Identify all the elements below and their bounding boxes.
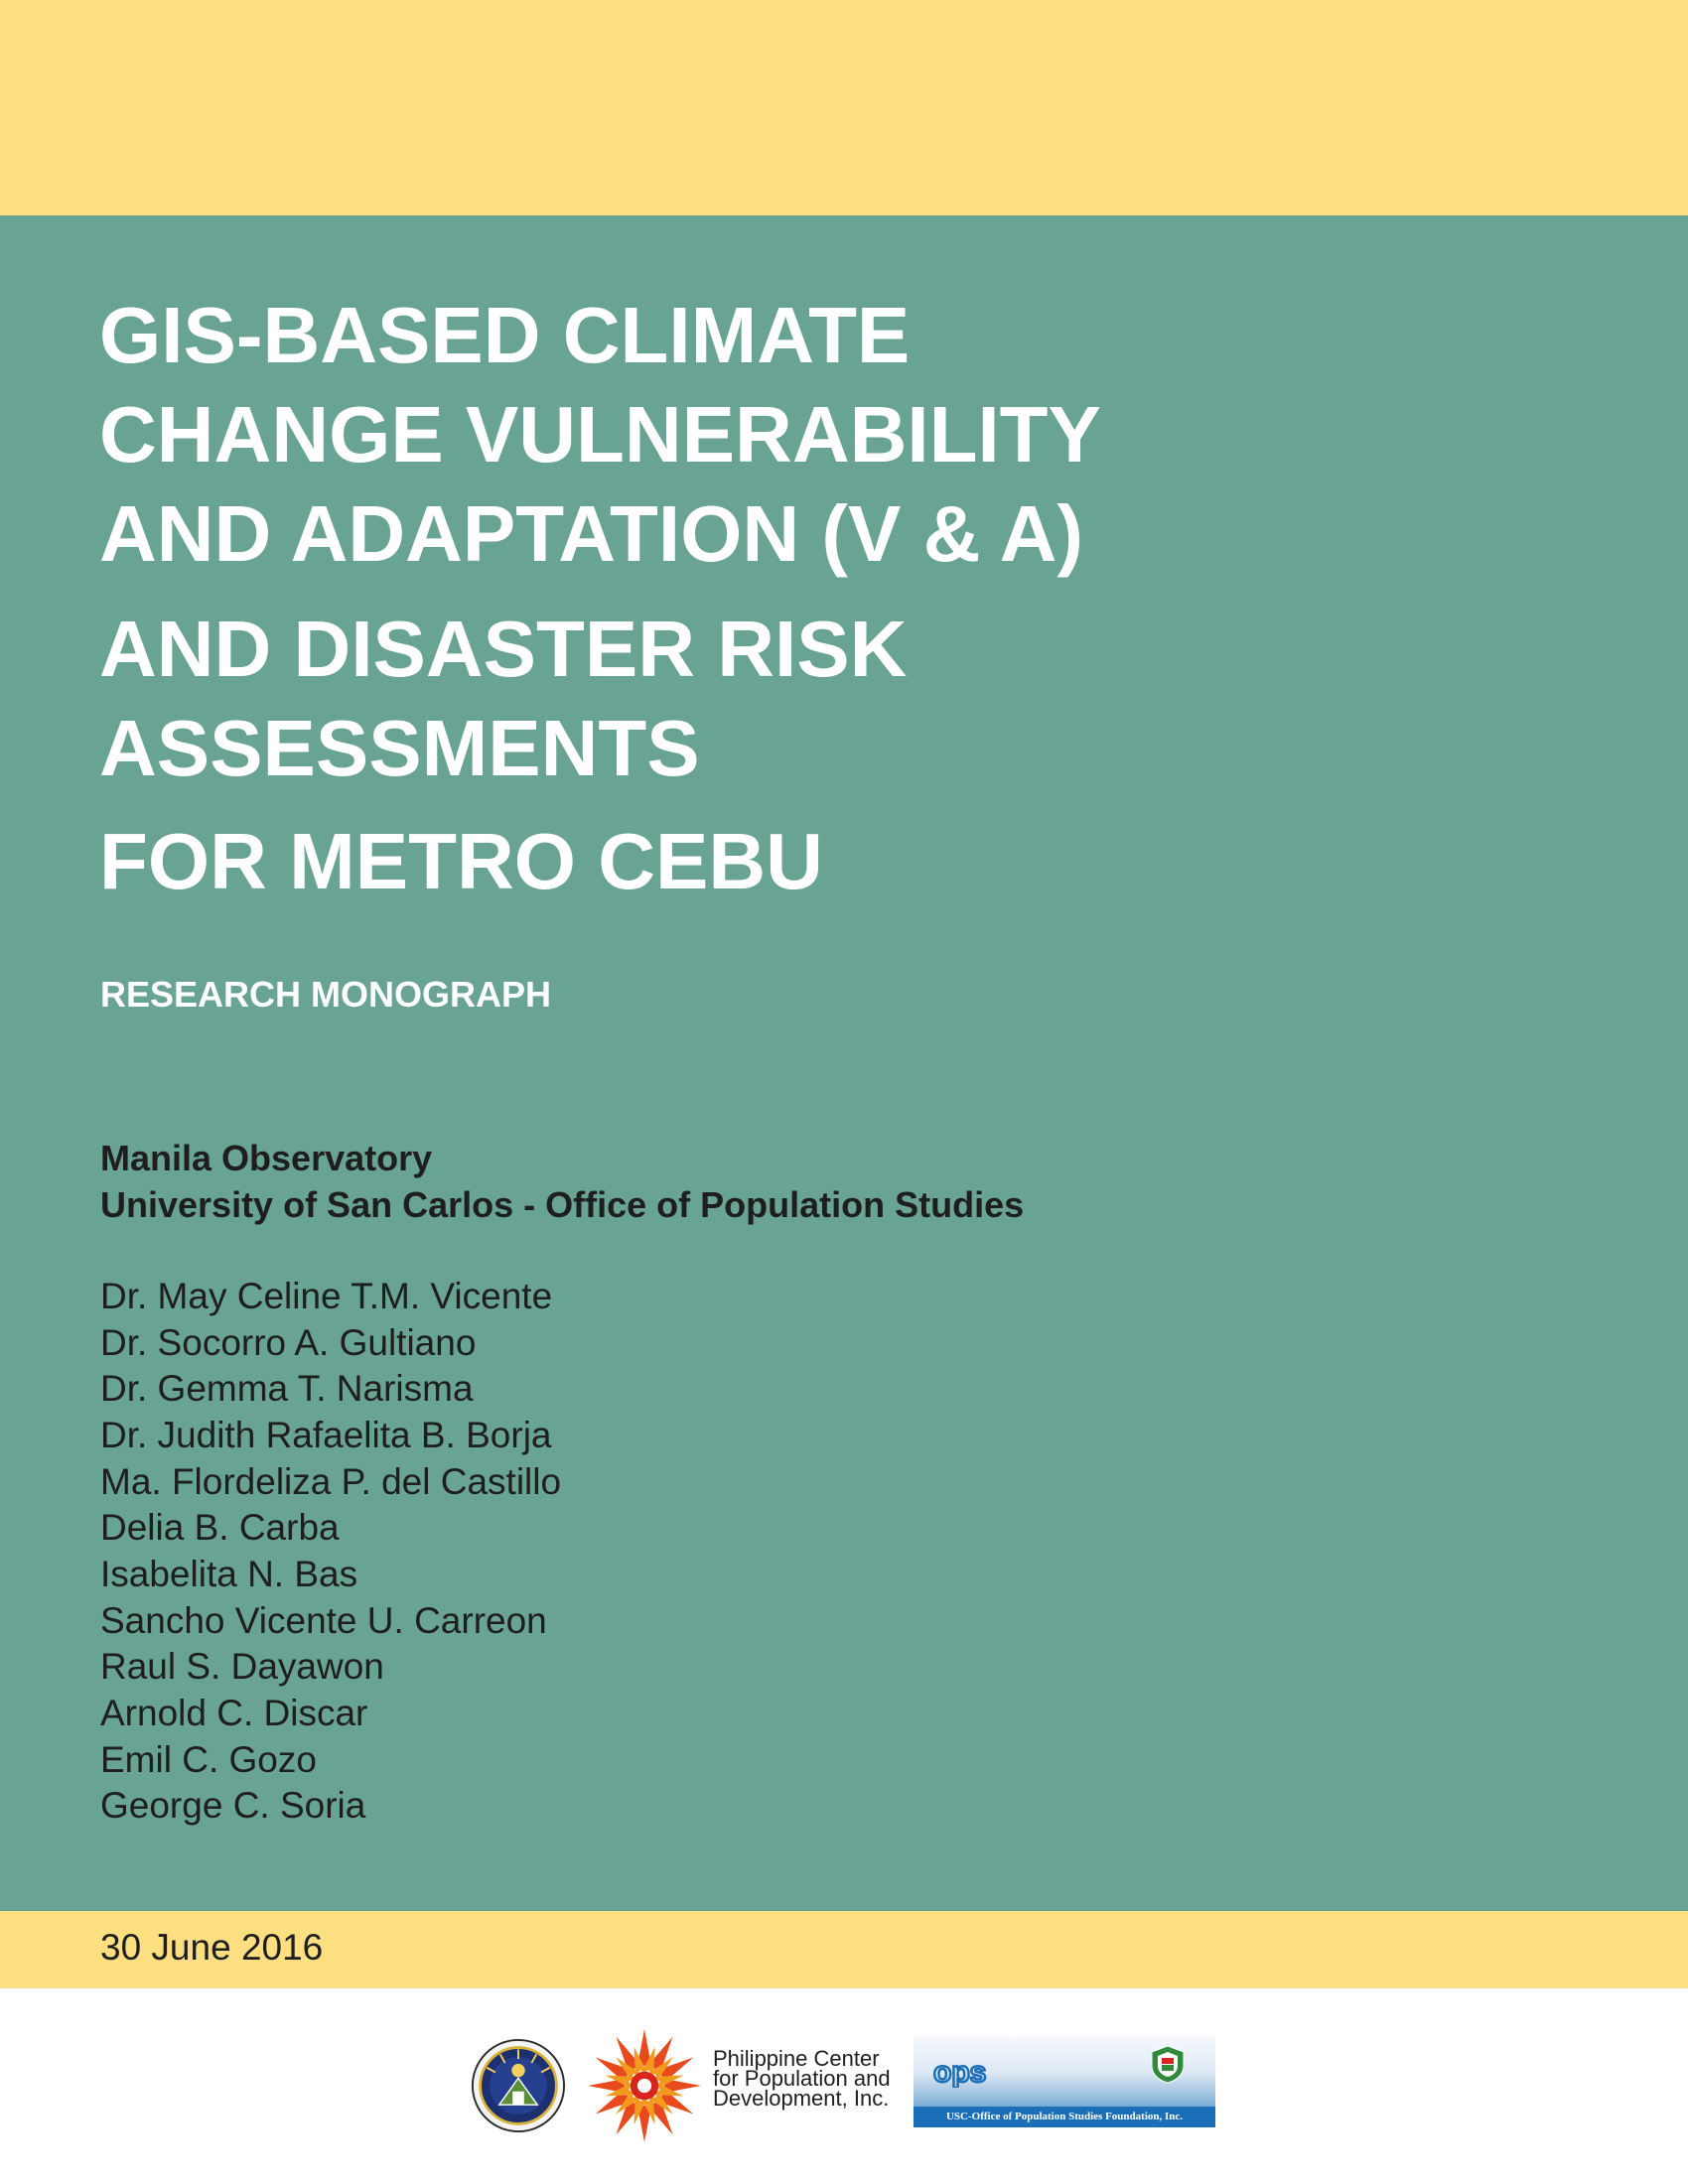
author-name: Emil C. Gozo xyxy=(100,1739,317,1780)
author-name: Dr. Judith Rafaelita B. Borja xyxy=(100,1415,552,1455)
title-line-2: CHANGE VULNERABILITY xyxy=(99,390,1101,478)
pcpd-wordmark xyxy=(713,2046,891,2111)
pcpd-sunburst-logo-icon xyxy=(584,2025,705,2146)
author-name: Dr. May Celine T.M. Vicente xyxy=(100,1276,553,1316)
title-line-3: AND ADAPTATION (V & A) xyxy=(99,489,1084,578)
pcpd-wordmark-line: for Population and xyxy=(713,2066,891,2091)
ops-wordmark-text: ops xyxy=(933,2058,987,2088)
title-line-6: FOR METRO CEBU xyxy=(99,817,823,905)
author-name: Dr. Socorro A. Gultiano xyxy=(100,1322,477,1363)
author-name: Delia B. Carba xyxy=(100,1507,340,1548)
author-name: Dr. Gemma T. Narisma xyxy=(100,1368,474,1409)
ops-foundation-caption: USC-Office of Population Studies Foundation, Inc. xyxy=(914,2107,1215,2127)
ops-wordmark-icon xyxy=(933,2058,1003,2088)
institution-manila-observatory: Manila Observatory xyxy=(100,1138,433,1178)
author-name: Raul S. Dayawon xyxy=(100,1646,384,1687)
author-name: George C. Soria xyxy=(100,1785,366,1826)
title-line-1: GIS-BASED CLIMATE xyxy=(99,291,911,379)
author-name: Ma. Flordeliza P. del Castillo xyxy=(100,1461,562,1502)
title-line-4: AND DISASTER RISK xyxy=(99,605,908,693)
institution-usc-ops: University of San Carlos - Office of Population Studies xyxy=(100,1184,1025,1225)
author-name: Sancho Vicente U. Carreon xyxy=(100,1600,547,1641)
manila-observatory-seal-icon xyxy=(471,2038,566,2133)
subtitle-research-monograph: RESEARCH MONOGRAPH xyxy=(100,974,552,1015)
usc-ops-foundation-logo xyxy=(914,2036,1215,2127)
top-color-band xyxy=(0,0,1688,215)
pcpd-wordmark-line: Philippine Center xyxy=(713,2046,880,2071)
author-name: Arnold C. Discar xyxy=(100,1693,368,1733)
author-name: Isabelita N. Bas xyxy=(100,1554,358,1594)
title-line-5: ASSESSMENTS xyxy=(99,704,700,792)
usc-seal-icon xyxy=(1148,2044,1188,2084)
publication-date: 30 June 2016 xyxy=(100,1927,324,1968)
pcpd-wordmark-line: Development, Inc. xyxy=(713,2086,890,2111)
